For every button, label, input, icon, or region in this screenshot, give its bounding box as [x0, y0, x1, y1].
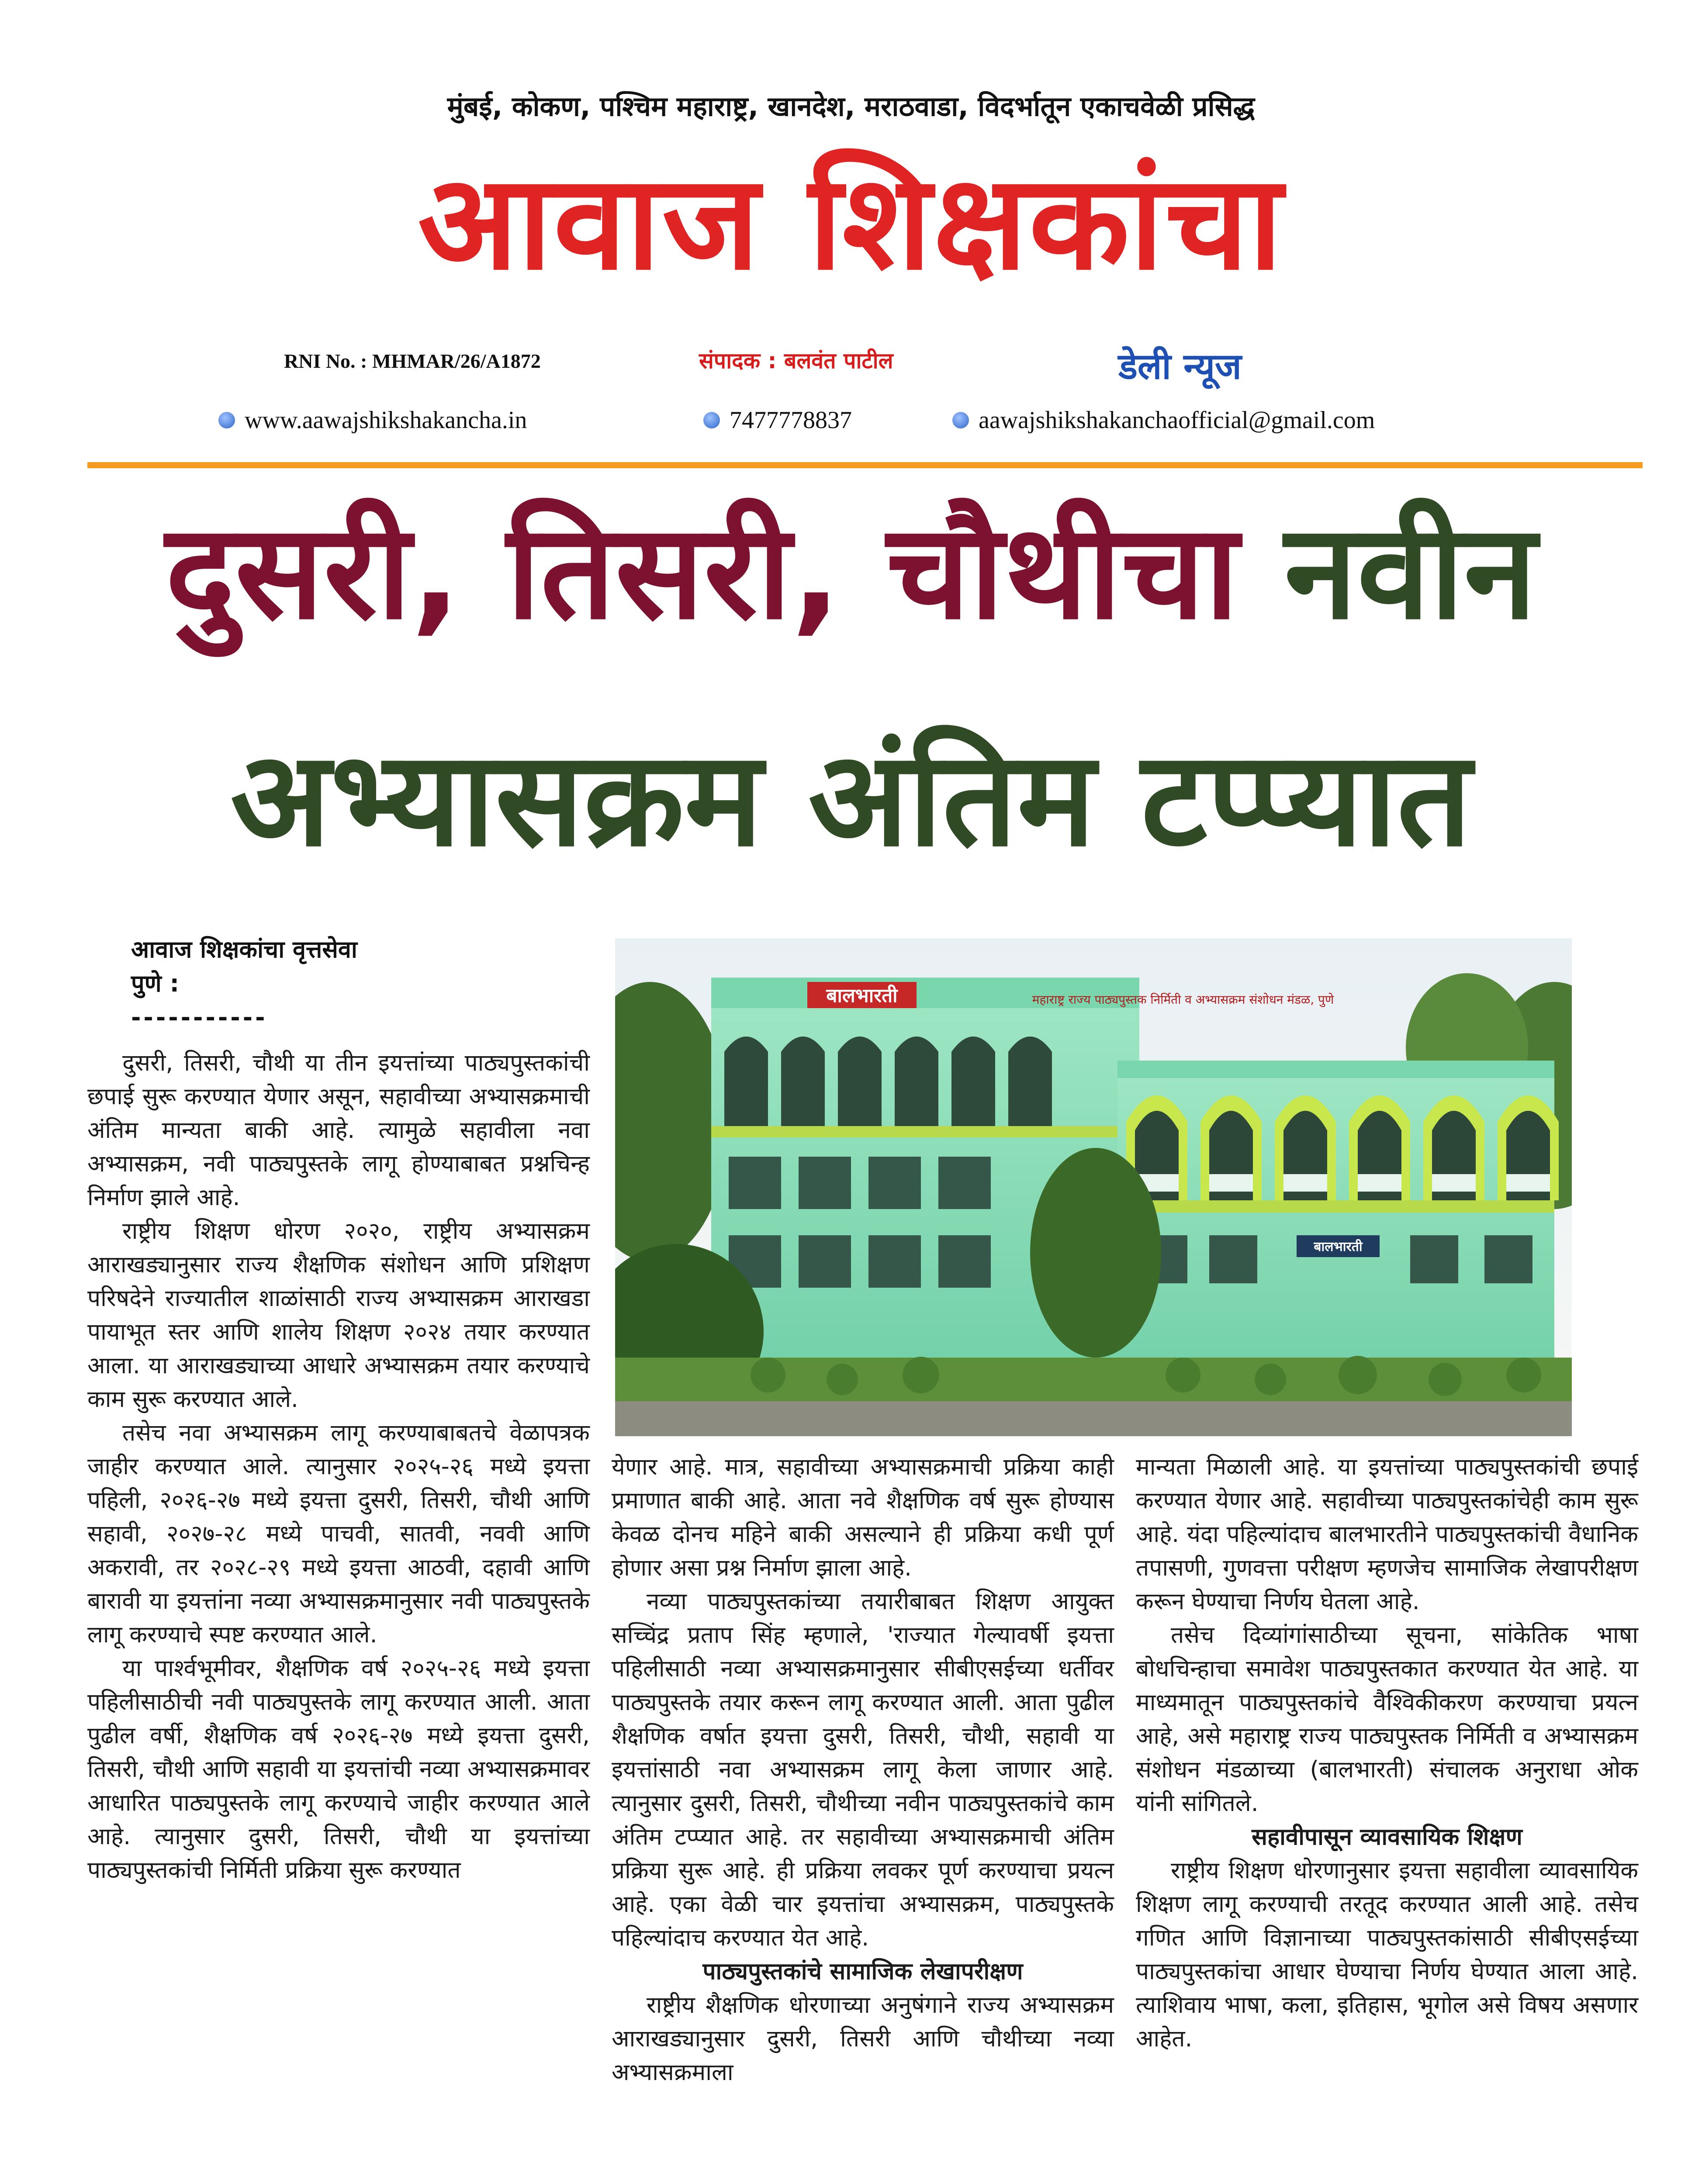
photo-sign-sub: महाराष्ट्र राज्य पाठ्यपुस्तक निर्मिती व अभ्यासक्रम संशोधन मंडळ, पुणे — [1032, 992, 1334, 1007]
headline-part-maroon: दुसरी, तिसरी, चौथीचा — [165, 496, 1239, 648]
article-column-1 — [87, 1046, 590, 1887]
paragraph: नव्या पाठ्यपुस्तकांच्या तयारीबाबत शिक्षण आयुक्त सच्चिंद्र प्रताप सिंह म्हणाले, 'राज्यात गेल्यावर्षी इयत्ता पहिलीसाठी नव्या अभ्यासक्रमानुसार सीबीएसईच्या धर्तीवर पाठ्यपुस्तके तयार करून लागू करण्यात आली. आता पुढील शैक्षणिक वर्षात इयत्ता दुसरी, तिसरी, चौथी, सहावी या इयत्तांसाठी नवा अभ्यासक्रम लागू केला जाणार आहे. त्यानुसार दुसरी, तिसरी, चौथीच्या नवीन पाठ्यपुस्तकांचे काम अंतिम टप्प्यात आहे. तर सहावीच्या अभ्यासक्रमाची अंतिम प्रक्रिया सुरू आहे. ही प्रक्रिया लवकर पूर्ण करण्याचा प्रयत्न आहे. एका वेळी चार इयत्तांचा अभ्यासक्रम, पाठ्यपुस्तके पहिल्यांदाच करण्यात येत आहे. — [612, 1588, 1114, 1951]
rni-number: RNI No. : MHMAR/26/A1872 — [284, 350, 541, 372]
email-contact[interactable] — [952, 406, 1375, 434]
paragraph: तसेच दिव्यांगांसाठीच्या सूचना, सांकेतिक भाषा बोधचिन्हाचा समावेश पाठ्यपुस्तकात करण्यात येत आहे. या माध्यमातून पाठ्यपुस्तकांचे वैश्विकीकरण करण्याचा प्रयत्न आहे, असे महाराष्ट्र राज्य पाठ्यपुस्तक निर्मिती व अभ्यासक्रम संशोधन मंडळाच्या (बालभारती) संचालक अनुराधा ओक यांनी सांगितले. — [1136, 1622, 1639, 1817]
website-contact[interactable] — [218, 406, 527, 434]
photo-sign-main: बालभारती — [826, 985, 898, 1007]
paragraph: दुसरी, तिसरी, चौथी या तीन इयत्तांच्या पाठ्यपुस्तकांची छपाई सुरू करण्यात येणार असून, सहावीच्या अभ्यासक्रमाची अंतिम मान्यता बाकी आहे. त्यामुळे सहावीला नवा अभ्यासक्रम, नवी पाठ्यपुस्तके लागू होण्याबाबत प्रश्नचिन्ह निर्माण झाले आहे. — [87, 1050, 590, 1211]
email-text[interactable]: aawajshikshakanchaofficial@gmail.com — [979, 407, 1375, 434]
byline-separator: ----------- — [131, 1004, 268, 1031]
phone-icon — [703, 412, 720, 429]
subheading-vocational: सहावीपासून व्यावसायिक शिक्षण — [1252, 1824, 1522, 1850]
article-column-3 — [1136, 1450, 1638, 2056]
byline — [131, 933, 357, 1035]
globe-icon — [218, 412, 235, 429]
paragraph: मान्यता मिळाली आहे. या इयत्तांच्या पाठ्यपुस्तकांची छपाई करण्यात येणार आहे. सहावीच्या पाठ्यपुस्तकांचेही काम सुरू आहे. यंदा पहिल्यांदाच बालभारतीने पाठ्यपुस्तकांची वैधानिक तपासणी, गुणवत्ता परीक्षण म्हणजेच सामाजिक लेखापरीक्षण करून घेण्याचा निर्णय घेतला आहे. — [1136, 1454, 1638, 1615]
paragraph: राष्ट्रीय शैक्षणिक धोरणाच्या अनुषंगाने राज्य अभ्यासक्रम आराखड्यानुसार दुसरी, तिसरी आणि चौथीच्या नव्या अभ्यासक्रमाला — [612, 1992, 1114, 2086]
photo-sign-side: बालभारती — [1314, 1239, 1363, 1254]
headline-line-1 — [0, 496, 1702, 648]
phone-contact[interactable] — [703, 406, 852, 434]
contact-row — [0, 406, 1702, 441]
masthead-title: आवाज शिक्षकांचा — [418, 146, 1284, 299]
headline-line-2: अभ्यासक्रम अंतिम टप्प्यात — [230, 723, 1472, 875]
headline-part-green: नवीन — [1284, 496, 1537, 648]
paragraph: राष्ट्रीय शिक्षण धोरणानुसार इयत्ता सहावीला व्यावसायिक शिक्षण लागू करण्याची तरतूद करण्यात आली आहे. तसेच गणित आणि विज्ञानाच्या पाठ्यपुस्तकांसाठी सीबीएसईच्या पाठ्यपुस्तकांचा आधार घेण्याचा निर्णय घेण्यात आला आहे. त्याशिवाय भाषा, कला, इतिहास, भूगोल असे विषय असणार आहेत. — [1136, 1857, 1638, 2052]
phone-text[interactable]: 7477778837 — [730, 407, 852, 434]
paragraph: तसेच नवा अभ्यासक्रम लागू करण्याबाबतचे वेळापत्रक जाहीर करण्यात आले. त्यानुसार २०२५-२६ मध्ये इयत्ता पहिली, २०२६-२७ मध्ये इयत्ता दुसरी, तिसरी, चौथी आणि सहावी, २०२७-२८ मध्ये पाचवी, सातवी, नववी आणि अकरावी, तर २०२८-२९ मध्ये इयत्ता आठवी, दहावी आणि बारावी या इयत्तांना नव्या अभ्यासक्रमानुसार नवी पाठ्यपुस्तके लागू करण्याचे स्पष्ट करण्यात आले. — [87, 1420, 590, 1648]
paragraph: या पार्श्वभूमीवर, शैक्षणिक वर्ष २०२५-२६ मध्ये इयत्ता पहिलीसाठीची नवी पाठ्यपुस्तके लागू करण्यात आली. आता पुढील वर्षी, शैक्षणिक वर्ष २०२६-२७ मध्ये इयत्ता दुसरी, तिसरी, चौथी आणि सहावी या इयत्तांची नव्या अभ्यासक्रमावर आधारित पाठ्यपुस्तके लागू करण्याचे जाहीर करण्यात आले आहे. त्यानुसार दुसरी, तिसरी, चौथी या इयत्तांच्या पाठ्यपुस्तकांची निर्मिती प्रक्रिया सुरू करण्यात — [87, 1655, 590, 1883]
edition-label: डेली न्यूज — [1118, 346, 1242, 387]
paragraph: येणार आहे. मात्र, सहावीच्या अभ्यासक्रमाची प्रक्रिया काही प्रमाणात बाकी आहे. आता नवे शैक्षणिक वर्ष सुरू होण्यास केवळ दोनच महिने बाकी असल्याने ही प्रक्रिया कधी पूर्ण होणार असा प्रश्न निर्माण झाला आहे. — [612, 1454, 1114, 1581]
header-tagline: मुंबई, कोकण, पश्चिम महाराष्ट्र, खानदेश, मराठवाडा, विदर्भातून एकाचवेळी प्रसिद्ध — [447, 90, 1255, 122]
balbharati-building-photo — [615, 938, 1572, 1436]
paragraph: राष्ट्रीय शिक्षण धोरण २०२०, राष्ट्रीय अभ्यासक्रम आराखड्यानुसार राज्य शैक्षणिक संशोधन आणि प्रशिक्षण परिषदेने राज्यातील शाळांसाठी राज्य अभ्यासक्रम आराखडा पायाभूत स्तर आणि शालेय शिक्षण २०२४ तयार करण्यात आला. या आराखड्याच्या आधारे अभ्यासक्रम तयार करण्याचे काम सुरू करण्यात आले. — [87, 1218, 590, 1413]
article-column-2 — [612, 1450, 1114, 2089]
byline-source: आवाज शिक्षकांचा वृत्तसेवा — [131, 936, 357, 963]
website-text[interactable]: www.aawajshikshakancha.in — [245, 407, 527, 434]
email-icon — [952, 412, 969, 429]
byline-place: पुणे : — [131, 970, 180, 997]
subheading-social-audit: पाठ्यपुस्तकांचे सामाजिक लेखापरीक्षण — [702, 1958, 1023, 1985]
editor-credit: संपादक : बलवंत पाटील — [699, 348, 893, 373]
masthead-meta — [0, 345, 1702, 387]
header-divider — [87, 462, 1643, 468]
